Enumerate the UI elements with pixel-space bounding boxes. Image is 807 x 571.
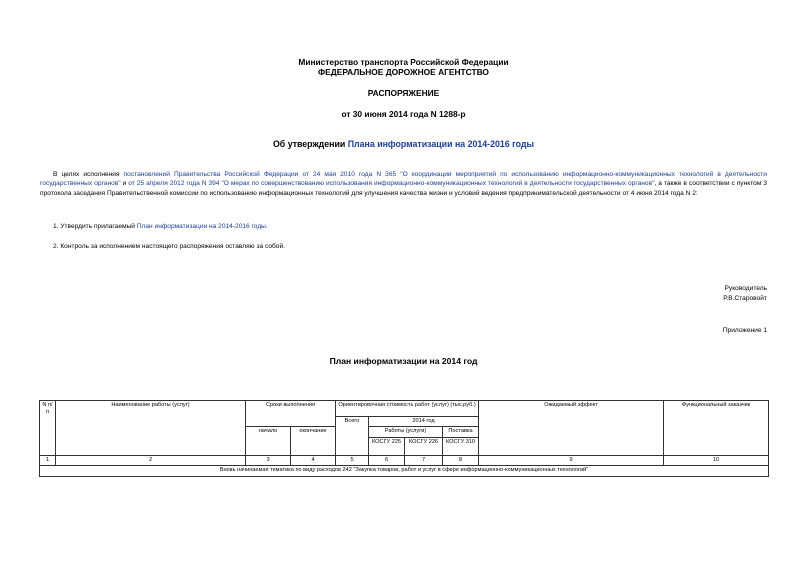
resolution-394-link[interactable]: от 25 апреля 2012 года N 394 "О мерах по совершенствованию использования информационно-коммуникационных технологий в деятельности государственных органов" [128,180,655,188]
header-work-name: Наименование работы (услуг) [56,401,246,456]
document-type: РАСПОРЯЖЕНИЕ [367,88,440,98]
item-1-prefix: 1. Утвердить прилагаемый [53,223,137,230]
col-number: 1 [40,455,56,465]
preamble-text-1: В целях исполнения [53,171,124,178]
item-1-suffix: . [265,223,268,230]
document-subject [0,139,807,149]
header-cost: Ориентировочная стоимость работ (услуг) (тыс.руб.) [336,401,479,417]
header-total: Всего [336,417,369,456]
subject-plan-link[interactable]: Плана информатизации на 2014-2016 годы [347,139,535,149]
plan-table [39,400,769,477]
signature-title: Руководитель [724,285,767,292]
header-terms: Сроки выполнения [246,401,336,427]
header-effect: Ожидаемый эффект [479,401,664,456]
item-2: 2. Контроль за исполнением настоящего распоряжения оставляю за собой. [53,243,285,250]
plan-title: План информатизации на 2014 год [329,356,478,366]
appendix-label: Приложение 1 [722,327,767,334]
preamble-text-3: , а также в соответствии с пунктом 3 протокола заседания Правительственной комиссии по использованию информационных технологий для улучшения качества жизни и условий ведения предпринимательской деятельности от 4 июня 2014 года N 2: [40,180,767,197]
item-1 [53,222,753,231]
header-end: окончание [291,427,336,455]
header-kosgu-226: КОСГУ 226 [405,437,443,455]
col-number: 9 [479,455,664,465]
header-year: 2014 год [369,417,479,427]
header-works: Работы (услуги) [369,427,443,437]
header-kosgu-310: КОСГУ 310 [443,437,479,455]
signature-name: Р.В.Старовойт [723,295,767,302]
col-number: 5 [336,455,369,465]
ministry-name: Министерство транспорта Российской Федерации [298,57,509,67]
section-row: Вновь начинаемая тематика по виду расходов 242 "Закупка товаров, работ и услуг в сфере информационно-коммуникационных технологий" [40,466,769,476]
preamble-text-2: и [120,180,129,188]
resolution-365-link[interactable]: постановлений Правительства Российской Федерации от 24 мая 2010 года N 365 "О координации мероприятий по использованию информационно-коммуникационных технологий в деятельности государственных органов" [40,171,767,188]
agency-name: ФЕДЕРАЛЬНОЕ ДОРОЖНОЕ АГЕНТСТВО [318,67,489,77]
document-date: от 30 июня 2014 года N 1288-р [341,109,466,119]
header-supply: Поставка [443,427,479,437]
col-number: 10 [664,455,769,465]
header-start: начало [246,427,291,455]
subject-prefix: Об утверждении [272,139,348,149]
preamble-paragraph [40,170,767,198]
col-number: 7 [405,455,443,465]
header-kosgu-225: КОСГУ 225 [369,437,405,455]
col-number: 6 [369,455,405,465]
col-number: 4 [291,455,336,465]
item-1-plan-link[interactable]: План информатизации на 2014-2016 годы [136,223,266,230]
header-n: N п/п [40,401,56,456]
header-customer: Функциональный заказчик [664,401,769,456]
col-number: 3 [246,455,291,465]
col-number: 8 [443,455,479,465]
col-number: 2 [56,455,246,465]
